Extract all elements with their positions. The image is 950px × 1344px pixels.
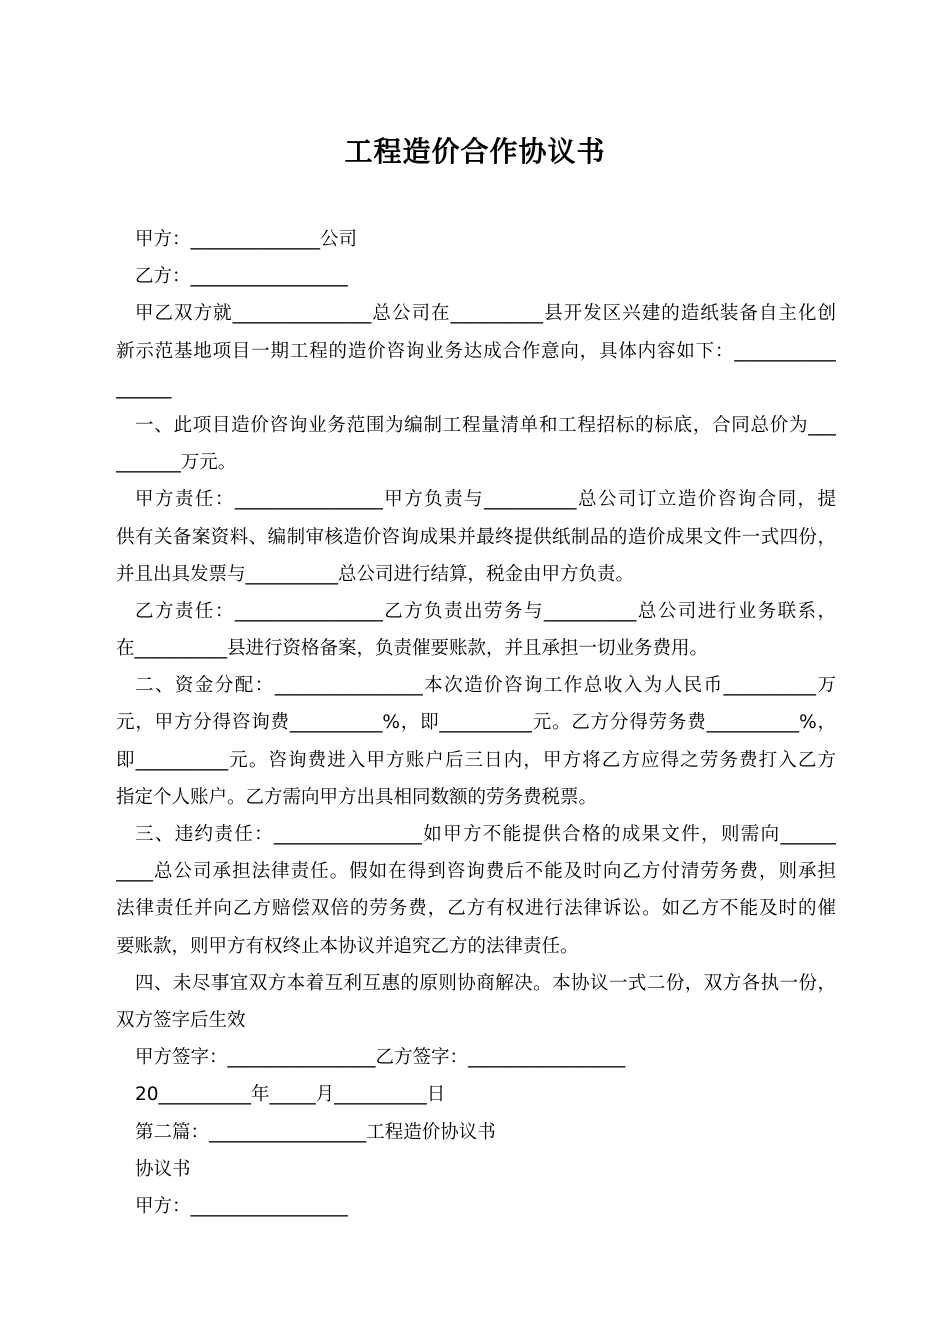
party-b-line: 乙方：_________________ xyxy=(135,266,348,288)
party-a-line-2: 甲方：_________________ xyxy=(135,1195,348,1217)
document-body xyxy=(116,221,836,1225)
intro-line-3: ______ xyxy=(116,377,172,399)
clause-4-line-1: 四、未尽事宜双方本着互利互惠的原则协商解决。本协议一式二份，双方各执一份， xyxy=(135,972,836,994)
clause-3-line-2: ____总公司承担法律责任。假如在得到咨询费后不能及时向乙方付清劳务费，则承担 xyxy=(116,861,836,883)
party-a-duty-line-1: 甲方责任：________________甲方负责与__________总公司订立造价咨询合同，提 xyxy=(135,489,836,511)
clause-3-line-3: 法律责任并向乙方赔偿双倍的劳务费，乙方有权进行法律诉讼。如乙方不能及时的催 xyxy=(116,898,836,920)
party-b-duty-line-2: 在__________县进行资格备案，负责催要账款，并且承担一切业务费用。 xyxy=(116,638,709,660)
clause-4-line-2: 双方签字后生效 xyxy=(116,1009,246,1031)
clause-2-line-3: 即__________元。咨询费进入甲方账户后三日内，甲方将乙方应得之劳务费打入乙方 xyxy=(116,749,836,771)
party-b-duty-line-1: 乙方责任：________________乙方负责出劳务与__________总公司进行业务联系， xyxy=(135,600,836,622)
clause-3-line-4: 要账款，则甲方有权终止本协议并追究乙方的法律责任。 xyxy=(116,935,579,957)
party-a-line: 甲方：______________公司 xyxy=(135,229,358,250)
party-a-duty-line-3: 并且出具发票与__________总公司进行结算，税金由甲方负责。 xyxy=(116,563,635,585)
clause-1-line-2: _______万元。 xyxy=(116,452,237,474)
clause-2-line-1: 二、资金分配：________________本次造价咨询工作总收入为人民币__________万 xyxy=(135,675,836,697)
signature-line: 甲方签字：________________乙方签字：_________________ xyxy=(135,1047,626,1069)
clause-3-line-1: 三、违约责任：________________如甲方不能提供合格的成果文件，则需向______ xyxy=(135,824,836,845)
agreement-label: 协议书 xyxy=(135,1158,191,1180)
intro-line-1: 甲乙双方就_______________总公司在__________县开发区兴建的造纸装备自主化创 xyxy=(135,303,836,325)
clause-2-line-4: 指定个人账户。乙方需向甲方出具相同数额的劳务费税票。 xyxy=(116,786,598,808)
part-two-heading: 第二篇：_________________工程造价协议书 xyxy=(135,1121,496,1143)
party-a-duty-line-2: 供有关备案资料、编制审核造价咨询成果并最终提供纸制品的造价成果文件一式四份， xyxy=(116,526,836,548)
clause-1-line-1: 一、此项目造价咨询业务范围为编制工程量清单和工程招标的标底，合同总价为___ xyxy=(135,414,836,436)
date-line: 20__________年_____月__________日 xyxy=(135,1084,446,1106)
document-title: 工程造价合作协议书 xyxy=(344,135,606,168)
intro-line-2: 新示范基地项目一期工程的造价咨询业务达成合作意向，具体内容如下：___________ xyxy=(116,340,836,362)
clause-2-line-2: 元，甲方分得咨询费__________%，即__________元。乙方分得劳务费__________%， xyxy=(116,712,836,734)
